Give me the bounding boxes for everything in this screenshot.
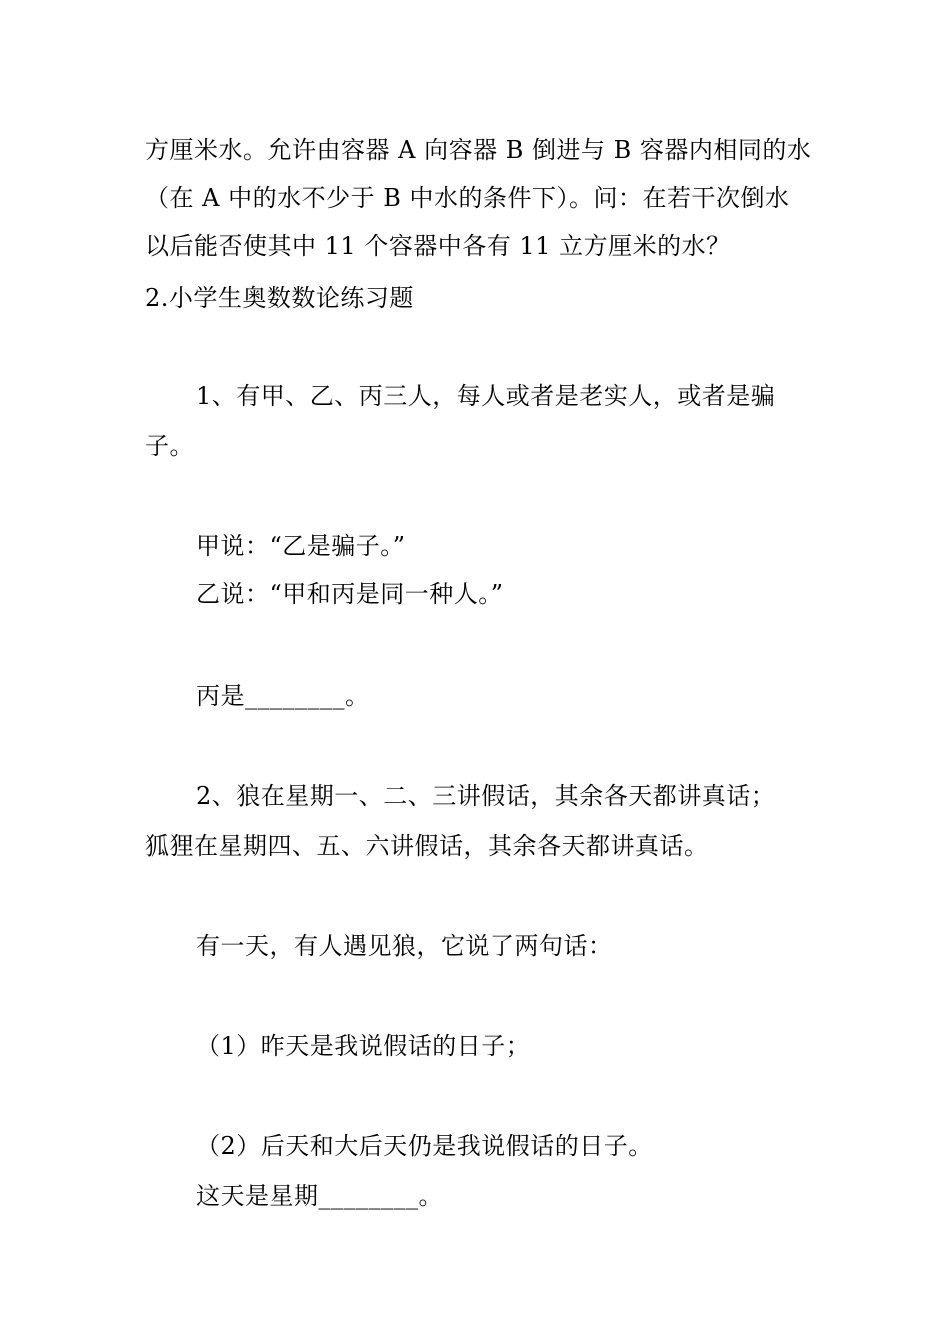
statement-yi: 乙说：“甲和丙是同一种人。” bbox=[196, 580, 504, 608]
problem-1-blank: 丙是________。 bbox=[196, 682, 370, 710]
problem-1-text: 1、有甲、乙、丙三人，每人或者是老实人，或者是骗 bbox=[196, 382, 776, 410]
problem-2-text-cont: 狐狸在星期四、五、六讲假话，其余各天都讲真话。 bbox=[145, 832, 709, 860]
problem-2-text: 2、狼在星期一、二、三讲假话，其余各天都讲真话； bbox=[196, 782, 776, 810]
problem-2-scenario: 有一天，有人遇见狼，它说了两句话： bbox=[196, 932, 613, 960]
wolf-statement-1: （1）昨天是我说假话的日子； bbox=[196, 1032, 531, 1060]
problem-1-text-cont: 子。 bbox=[145, 432, 194, 460]
problem-2-blank: 这天是星期________。 bbox=[196, 1182, 443, 1210]
text-line-continuation-2: （在 A 中的水不少于 B 中水的条件下）。问：在若干次倒水 bbox=[145, 184, 790, 212]
statement-jia: 甲说：“乙是骗子。” bbox=[196, 532, 406, 560]
text-line-continuation-1: 方厘米水。允许由容器 A 向容器 B 倒进与 B 容器内相同的水 bbox=[145, 136, 812, 164]
section-heading: 2.小学生奥数数论练习题 bbox=[145, 284, 414, 312]
wolf-statement-2: （2）后天和大后天仍是我说假话的日子。 bbox=[196, 1132, 653, 1160]
text-line-continuation-3: 以后能否使其中 11 个容器中各有 11 立方厘米的水？ bbox=[145, 232, 731, 260]
